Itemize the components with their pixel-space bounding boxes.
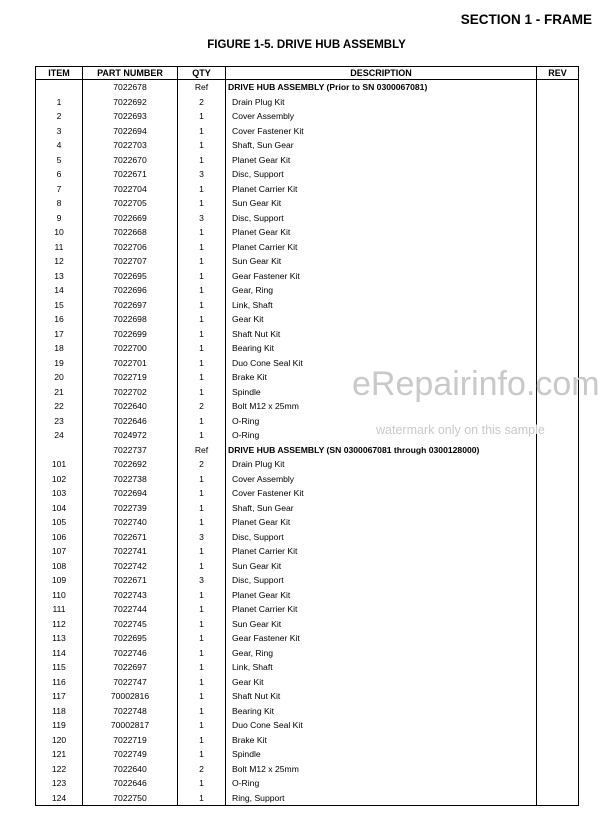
table-row — [36, 573, 579, 588]
cell-part-number: 7022701 — [83, 356, 178, 371]
cell-item: 18 — [36, 341, 83, 356]
cell-qty: 2 — [178, 762, 226, 777]
cell-part-number: 7022747 — [83, 675, 178, 690]
cell-description: Brake Kit — [226, 370, 537, 385]
cell-item: 114 — [36, 646, 83, 661]
cell-rev — [537, 457, 579, 472]
cell-part-number: 7022697 — [83, 660, 178, 675]
cell-rev — [537, 631, 579, 646]
cell-qty: 1 — [178, 718, 226, 733]
cell-description: O-Ring — [226, 428, 537, 443]
cell-item: 119 — [36, 718, 83, 733]
cell-qty: 1 — [178, 124, 226, 139]
cell-rev — [537, 660, 579, 675]
cell-part-number: 7022670 — [83, 153, 178, 168]
cell-description: Cover Assembly — [226, 109, 537, 124]
cell-description: Gear Kit — [226, 675, 537, 690]
cell-item: 2 — [36, 109, 83, 124]
table-row — [36, 689, 579, 704]
cell-part-number: 7022748 — [83, 704, 178, 719]
cell-part-number: 7022678 — [83, 80, 178, 95]
table-row — [36, 791, 579, 806]
cell-item: 4 — [36, 138, 83, 153]
cell-item: 14 — [36, 283, 83, 298]
cell-description: Gear Fastener Kit — [226, 269, 537, 284]
cell-item: 108 — [36, 559, 83, 574]
cell-rev — [537, 704, 579, 719]
cell-item: 24 — [36, 428, 83, 443]
cell-part-number: 7022646 — [83, 414, 178, 429]
cell-description: Gear, Ring — [226, 646, 537, 661]
cell-part-number: 7022646 — [83, 776, 178, 791]
table-row — [36, 109, 579, 124]
cell-part-number: 7022705 — [83, 196, 178, 211]
table-row — [36, 515, 579, 530]
cell-part-number: 7022698 — [83, 312, 178, 327]
cell-item — [36, 443, 83, 458]
cell-rev — [537, 486, 579, 501]
cell-rev — [537, 443, 579, 458]
cell-item: 116 — [36, 675, 83, 690]
table-row — [36, 283, 579, 298]
cell-qty: 1 — [178, 269, 226, 284]
cell-part-number: 7022738 — [83, 472, 178, 487]
cell-qty: 1 — [178, 385, 226, 400]
cell-rev — [537, 588, 579, 603]
cell-description: Gear Fastener Kit — [226, 631, 537, 646]
cell-part-number: 7022692 — [83, 95, 178, 110]
cell-item: 23 — [36, 414, 83, 429]
table-row — [36, 240, 579, 255]
table-row — [36, 718, 579, 733]
cell-qty: 1 — [178, 356, 226, 371]
cell-item: 11 — [36, 240, 83, 255]
table-row — [36, 588, 579, 603]
cell-qty: 1 — [178, 704, 226, 719]
cell-rev — [537, 109, 579, 124]
cell-part-number: 7022739 — [83, 501, 178, 516]
cell-item: 106 — [36, 530, 83, 545]
cell-item: 111 — [36, 602, 83, 617]
table-row — [36, 327, 579, 342]
cell-qty: 1 — [178, 182, 226, 197]
cell-item: 21 — [36, 385, 83, 400]
table-row — [36, 675, 579, 690]
cell-part-number: 7022694 — [83, 486, 178, 501]
cell-item: 9 — [36, 211, 83, 226]
cell-qty: 1 — [178, 776, 226, 791]
cell-part-number: 7022743 — [83, 588, 178, 603]
cell-part-number: 7022746 — [83, 646, 178, 661]
cell-item: 3 — [36, 124, 83, 139]
cell-part-number: 70002817 — [83, 718, 178, 733]
cell-item: 10 — [36, 225, 83, 240]
cell-item: 112 — [36, 617, 83, 632]
cell-qty: 1 — [178, 631, 226, 646]
cell-part-number: 7022669 — [83, 211, 178, 226]
cell-rev — [537, 762, 579, 777]
cell-part-number: 7022737 — [83, 443, 178, 458]
cell-rev — [537, 153, 579, 168]
cell-description: Shaft Nut Kit — [226, 689, 537, 704]
cell-item: 113 — [36, 631, 83, 646]
cell-qty: 2 — [178, 457, 226, 472]
table-row — [36, 776, 579, 791]
cell-description: DRIVE HUB ASSEMBLY (SN 0300067081 through 0300128000) — [226, 443, 537, 458]
cell-description: Disc, Support — [226, 530, 537, 545]
cell-rev — [537, 675, 579, 690]
table-row — [36, 196, 579, 211]
cell-description: Planet Carrier Kit — [226, 182, 537, 197]
cell-part-number: 7022719 — [83, 370, 178, 385]
cell-part-number: 7022704 — [83, 182, 178, 197]
table-row — [36, 225, 579, 240]
cell-description: Duo Cone Seal Kit — [226, 718, 537, 733]
cell-part-number: 7022750 — [83, 791, 178, 806]
cell-item: 102 — [36, 472, 83, 487]
cell-qty: 1 — [178, 689, 226, 704]
section-title: SECTION 1 - FRAME — [460, 12, 592, 27]
table-row — [36, 530, 579, 545]
cell-rev — [537, 312, 579, 327]
cell-item: 8 — [36, 196, 83, 211]
cell-part-number: 7022744 — [83, 602, 178, 617]
cell-item: 105 — [36, 515, 83, 530]
table-row — [36, 733, 579, 748]
cell-part-number: 7022740 — [83, 515, 178, 530]
cell-description: Gear Kit — [226, 312, 537, 327]
cell-qty: 1 — [178, 312, 226, 327]
cell-rev — [537, 196, 579, 211]
cell-qty: 1 — [178, 327, 226, 342]
cell-rev — [537, 225, 579, 240]
cell-rev — [537, 559, 579, 574]
table-row — [36, 153, 579, 168]
cell-description: Ring, Support — [226, 791, 537, 806]
cell-part-number: 7022694 — [83, 124, 178, 139]
cell-part-number: 70002816 — [83, 689, 178, 704]
cell-item: 121 — [36, 747, 83, 762]
cell-item — [36, 80, 83, 95]
cell-rev — [537, 167, 579, 182]
cell-qty: 2 — [178, 399, 226, 414]
cell-rev — [537, 689, 579, 704]
cell-rev — [537, 747, 579, 762]
cell-description: Spindle — [226, 747, 537, 762]
col-header-item: ITEM — [36, 67, 83, 80]
cell-part-number: 7022745 — [83, 617, 178, 632]
table-row — [36, 124, 579, 139]
cell-qty: 1 — [178, 733, 226, 748]
cell-rev — [537, 269, 579, 284]
cell-qty: 1 — [178, 660, 226, 675]
cell-part-number: 7022695 — [83, 269, 178, 284]
table-row — [36, 747, 579, 762]
cell-rev — [537, 327, 579, 342]
cell-description: Sun Gear Kit — [226, 196, 537, 211]
table-row — [36, 602, 579, 617]
cell-item: 107 — [36, 544, 83, 559]
cell-description: Link, Shaft — [226, 298, 537, 313]
cell-rev — [537, 95, 579, 110]
cell-item: 1 — [36, 95, 83, 110]
cell-item: 15 — [36, 298, 83, 313]
cell-qty: 1 — [178, 240, 226, 255]
cell-rev — [537, 501, 579, 516]
cell-description: Duo Cone Seal Kit — [226, 356, 537, 371]
cell-description: Planet Gear Kit — [226, 515, 537, 530]
table-row — [36, 646, 579, 661]
cell-item: 101 — [36, 457, 83, 472]
cell-item: 123 — [36, 776, 83, 791]
cell-qty: 1 — [178, 196, 226, 211]
cell-item: 110 — [36, 588, 83, 603]
cell-item: 104 — [36, 501, 83, 516]
cell-item: 103 — [36, 486, 83, 501]
cell-rev — [537, 283, 579, 298]
cell-part-number: 7022700 — [83, 341, 178, 356]
cell-part-number: 7022742 — [83, 559, 178, 574]
cell-part-number: 7022671 — [83, 167, 178, 182]
cell-item: 5 — [36, 153, 83, 168]
cell-description: Disc, Support — [226, 211, 537, 226]
cell-description: Planet Carrier Kit — [226, 602, 537, 617]
cell-qty: 1 — [178, 341, 226, 356]
table-row — [36, 457, 579, 472]
cell-part-number: 7022697 — [83, 298, 178, 313]
cell-qty: Ref — [178, 443, 226, 458]
table-header-row — [36, 67, 579, 80]
cell-description: Shaft, Sun Gear — [226, 138, 537, 153]
cell-description: Cover Assembly — [226, 472, 537, 487]
cell-rev — [537, 515, 579, 530]
cell-rev — [537, 602, 579, 617]
cell-rev — [537, 530, 579, 545]
figure-title: FIGURE 1-5. DRIVE HUB ASSEMBLY — [207, 39, 406, 51]
cell-rev — [537, 254, 579, 269]
cell-description: Drain Plug Kit — [226, 457, 537, 472]
table-row — [36, 167, 579, 182]
cell-part-number: 7022696 — [83, 283, 178, 298]
cell-rev — [537, 341, 579, 356]
cell-rev — [537, 718, 579, 733]
cell-item: 13 — [36, 269, 83, 284]
cell-item: 22 — [36, 399, 83, 414]
cell-part-number: 7022640 — [83, 762, 178, 777]
watermark-note: watermark only on this sample — [376, 423, 545, 437]
cell-rev — [537, 138, 579, 153]
cell-part-number: 7022671 — [83, 573, 178, 588]
cell-rev — [537, 472, 579, 487]
cell-part-number: 7022702 — [83, 385, 178, 400]
cell-qty: 1 — [178, 254, 226, 269]
cell-rev — [537, 124, 579, 139]
cell-item: 7 — [36, 182, 83, 197]
cell-qty: 1 — [178, 617, 226, 632]
cell-qty: 1 — [178, 298, 226, 313]
cell-qty: 1 — [178, 646, 226, 661]
cell-part-number: 7022741 — [83, 544, 178, 559]
cell-qty: 1 — [178, 109, 226, 124]
cell-item: 117 — [36, 689, 83, 704]
cell-qty: 1 — [178, 225, 226, 240]
cell-rev — [537, 240, 579, 255]
cell-item: 122 — [36, 762, 83, 777]
assembly-header-row — [36, 443, 579, 458]
cell-rev — [537, 211, 579, 226]
watermark-brand: eRepairinfo.com — [352, 365, 600, 403]
cell-rev — [537, 617, 579, 632]
cell-qty: 1 — [178, 414, 226, 429]
cell-qty: 1 — [178, 501, 226, 516]
cell-part-number: 7022706 — [83, 240, 178, 255]
cell-description: Brake Kit — [226, 733, 537, 748]
col-header-part-number: PART NUMBER — [83, 67, 178, 80]
table-row — [36, 486, 579, 501]
cell-description: Gear, Ring — [226, 283, 537, 298]
cell-qty: 1 — [178, 138, 226, 153]
cell-qty: 1 — [178, 544, 226, 559]
table-row — [36, 254, 579, 269]
cell-rev — [537, 298, 579, 313]
cell-qty: 3 — [178, 167, 226, 182]
cell-description: Disc, Support — [226, 573, 537, 588]
table-row — [36, 341, 579, 356]
cell-item: 17 — [36, 327, 83, 342]
table-row — [36, 138, 579, 153]
cell-item: 120 — [36, 733, 83, 748]
cell-description: Shaft, Sun Gear — [226, 501, 537, 516]
cell-qty: 1 — [178, 428, 226, 443]
cell-description: Planet Gear Kit — [226, 225, 537, 240]
cell-part-number: 7022719 — [83, 733, 178, 748]
cell-item: 6 — [36, 167, 83, 182]
table-row — [36, 472, 579, 487]
table-row — [36, 704, 579, 719]
table-row — [36, 298, 579, 313]
table-row — [36, 501, 579, 516]
cell-description: Planet Carrier Kit — [226, 544, 537, 559]
cell-item: 16 — [36, 312, 83, 327]
cell-description: Bearing Kit — [226, 704, 537, 719]
cell-description: O-Ring — [226, 414, 537, 429]
cell-description: DRIVE HUB ASSEMBLY (Prior to SN 0300067081) — [226, 80, 537, 95]
cell-rev — [537, 776, 579, 791]
table-row — [36, 182, 579, 197]
cell-description: Cover Fastener Kit — [226, 486, 537, 501]
cell-item: 19 — [36, 356, 83, 371]
cell-item: 12 — [36, 254, 83, 269]
cell-rev — [537, 646, 579, 661]
cell-part-number: 7022668 — [83, 225, 178, 240]
cell-rev — [537, 733, 579, 748]
assembly-header-row — [36, 80, 579, 95]
cell-description: Sun Gear Kit — [226, 559, 537, 574]
cell-description: Sun Gear Kit — [226, 617, 537, 632]
table-row — [36, 617, 579, 632]
cell-description: Planet Gear Kit — [226, 153, 537, 168]
table-row — [36, 762, 579, 777]
cell-description: Drain Plug Kit — [226, 95, 537, 110]
cell-description: Link, Shaft — [226, 660, 537, 675]
cell-qty: 3 — [178, 573, 226, 588]
cell-qty: 1 — [178, 515, 226, 530]
cell-qty: 1 — [178, 486, 226, 501]
cell-part-number: 7022749 — [83, 747, 178, 762]
table-row — [36, 631, 579, 646]
cell-part-number: 7022703 — [83, 138, 178, 153]
cell-item: 124 — [36, 791, 83, 806]
cell-description: Spindle — [226, 385, 537, 400]
cell-part-number: 7022692 — [83, 457, 178, 472]
cell-description: O-Ring — [226, 776, 537, 791]
cell-description: Cover Fastener Kit — [226, 124, 537, 139]
cell-item: 118 — [36, 704, 83, 719]
col-header-qty: QTY — [178, 67, 226, 80]
cell-rev — [537, 182, 579, 197]
cell-rev — [537, 573, 579, 588]
cell-rev — [537, 544, 579, 559]
cell-description: Bolt M12 x 25mm — [226, 399, 537, 414]
cell-part-number: 7022640 — [83, 399, 178, 414]
cell-item: 20 — [36, 370, 83, 385]
col-header-rev: REV — [537, 67, 579, 80]
cell-qty: 1 — [178, 559, 226, 574]
table-row — [36, 312, 579, 327]
cell-part-number: 7022671 — [83, 530, 178, 545]
cell-rev — [537, 791, 579, 806]
cell-qty: 1 — [178, 472, 226, 487]
table-row — [36, 269, 579, 284]
cell-description: Bolt M12 x 25mm — [226, 762, 537, 777]
cell-qty: Ref — [178, 80, 226, 95]
cell-qty: 1 — [178, 370, 226, 385]
table-row — [36, 95, 579, 110]
table-body — [36, 80, 579, 806]
cell-qty: 1 — [178, 747, 226, 762]
cell-qty: 1 — [178, 675, 226, 690]
cell-qty: 1 — [178, 602, 226, 617]
cell-qty: 1 — [178, 283, 226, 298]
cell-qty: 3 — [178, 530, 226, 545]
cell-description: Shaft Nut Kit — [226, 327, 537, 342]
cell-description: Planet Gear Kit — [226, 588, 537, 603]
cell-qty: 1 — [178, 588, 226, 603]
cell-part-number: 7022699 — [83, 327, 178, 342]
cell-qty: 2 — [178, 95, 226, 110]
cell-item: 115 — [36, 660, 83, 675]
col-header-description: DESCRIPTION — [226, 67, 537, 80]
cell-part-number: 7024972 — [83, 428, 178, 443]
cell-part-number: 7022693 — [83, 109, 178, 124]
cell-item: 109 — [36, 573, 83, 588]
table-row — [36, 544, 579, 559]
cell-part-number: 7022695 — [83, 631, 178, 646]
cell-qty: 1 — [178, 153, 226, 168]
table-row — [36, 660, 579, 675]
cell-description: Disc, Support — [226, 167, 537, 182]
cell-rev — [537, 80, 579, 95]
cell-description: Bearing Kit — [226, 341, 537, 356]
cell-qty: 1 — [178, 791, 226, 806]
cell-description: Planet Carrier Kit — [226, 240, 537, 255]
table-row — [36, 559, 579, 574]
cell-part-number: 7022707 — [83, 254, 178, 269]
cell-qty: 3 — [178, 211, 226, 226]
cell-description: Sun Gear Kit — [226, 254, 537, 269]
table-row — [36, 211, 579, 226]
